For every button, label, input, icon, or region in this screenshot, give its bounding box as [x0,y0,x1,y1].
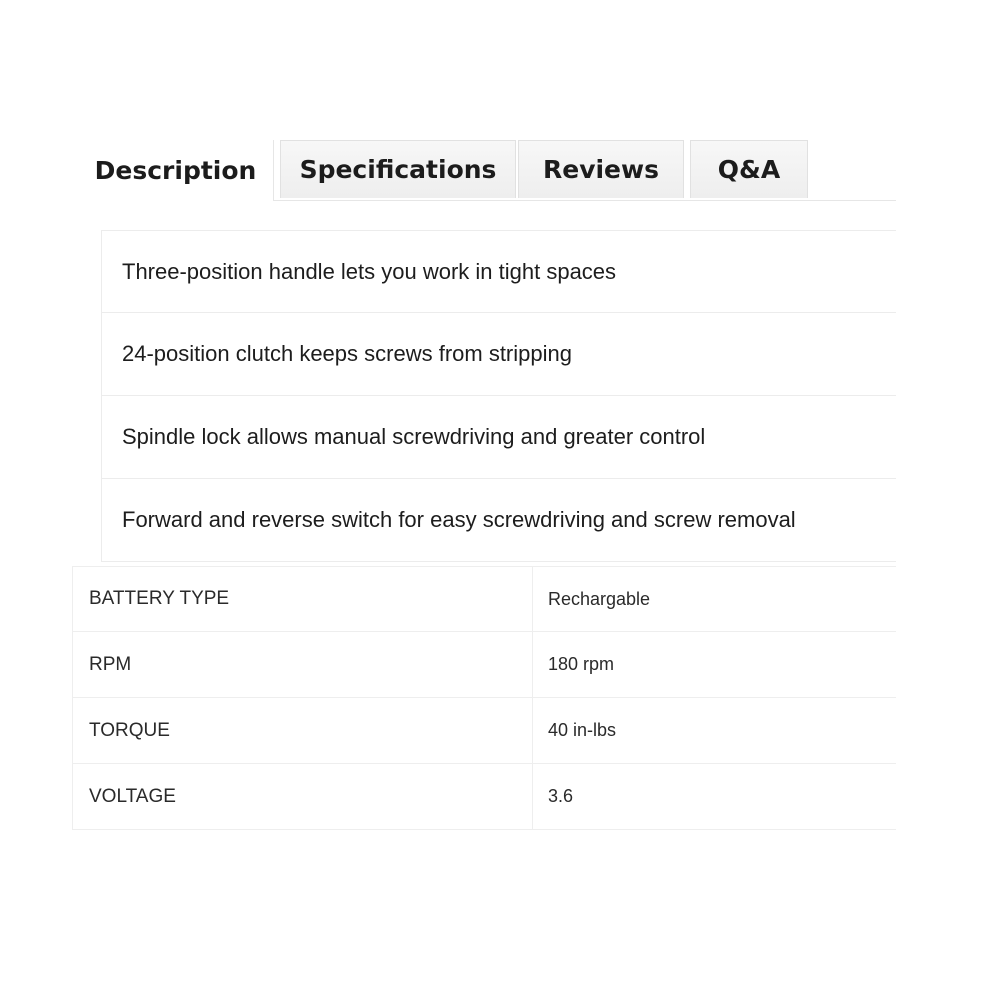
feature-list [101,230,896,562]
feature-item: Spindle lock allows manual screwdriving and greater control [101,396,896,479]
table-row [72,632,896,698]
tab-specifications[interactable]: Specifications [280,140,516,198]
spec-label: VOLTAGE [72,764,533,829]
table-row [72,566,896,632]
feature-item: Forward and reverse switch for easy screwdriving and screw removal [101,479,896,562]
spec-value: 180 rpm [548,654,615,674]
spec-label: TORQUE [72,698,533,763]
spec-value: 3.6 [548,786,574,806]
spec-value: Rechargable [548,588,651,609]
spec-label: RPM [72,632,533,697]
feature-item: 24-position clutch keeps screws from stripping [101,313,896,396]
feature-item: Three-position handle lets you work in tight spaces [101,230,896,313]
tab-qa[interactable]: Q&A [690,140,808,198]
product-tabs [78,140,896,201]
tab-reviews[interactable]: Reviews [518,140,684,198]
spec-label: BATTERY TYPE [72,567,533,631]
table-row [72,764,896,830]
tab-description[interactable]: Description [78,140,274,201]
table-row [72,698,896,764]
specifications-table [72,566,896,830]
spec-value: 40 in-lbs [548,720,617,740]
